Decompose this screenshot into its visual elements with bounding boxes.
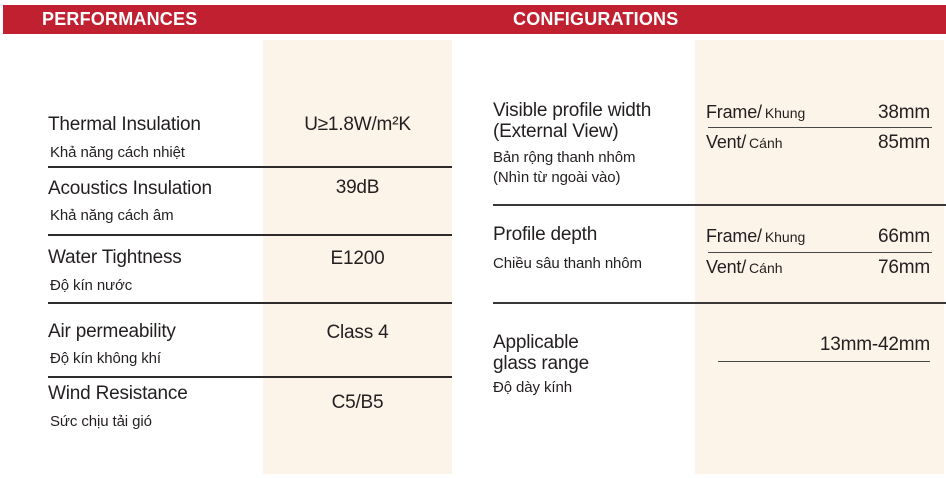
- row-value: 38mm: [878, 102, 930, 123]
- performance-label-acoustics: Acoustics Insulation: [48, 178, 212, 199]
- section-divider: [493, 204, 946, 206]
- header-bar: [3, 5, 946, 34]
- config-label-line1: Visible profile width: [493, 100, 652, 121]
- row-value: 85mm: [878, 132, 930, 153]
- config-row-frame-depth: [706, 226, 930, 248]
- row-key-en: Vent/: [706, 132, 747, 152]
- row-key: [706, 102, 805, 123]
- config-label-profile-width: [493, 100, 651, 142]
- config-value-glass-range: 13mm-42mm: [819, 334, 930, 355]
- sub-row-divider: [708, 127, 932, 128]
- performance-value-acoustics: 39dB: [335, 177, 380, 198]
- row-key-vi: Khung: [764, 105, 806, 121]
- config-sublabel-profile-width: [493, 148, 635, 188]
- config-row-frame-width: [706, 102, 930, 124]
- config-sublabel-line1: Bản rộng thanh nhôm: [493, 149, 636, 166]
- config-label-line1: Applicable: [493, 332, 579, 353]
- performance-sublabel-water: Độ kín nước: [50, 277, 133, 294]
- row-key: [706, 226, 805, 247]
- performance-sublabel-air: Độ kín không khí: [50, 350, 161, 367]
- config-label-line2: (External View): [493, 121, 619, 142]
- config-label-line2: glass range: [493, 353, 590, 374]
- performance-label-air: Air permeability: [48, 321, 176, 342]
- performance-label-wind: Wind Resistance: [48, 383, 188, 404]
- performances-header-title: PERFORMANCES: [42, 9, 198, 29]
- row-key-vi: Khung: [764, 229, 806, 245]
- config-row-vent-width: [706, 132, 930, 154]
- row-key: [706, 257, 783, 278]
- section-divider: [493, 302, 946, 304]
- config-row-vent-depth: [706, 257, 930, 279]
- config-label-glass-range: [493, 332, 589, 374]
- config-label-line1: Profile depth: [493, 224, 598, 245]
- value-underline: [718, 361, 930, 362]
- performance-value-wind: C5/B5: [331, 392, 384, 413]
- performance-sublabel-thermal: Khả năng cách nhiệt: [50, 144, 185, 161]
- row-value: 76mm: [878, 257, 930, 278]
- configurations-header-title: CONFIGURATIONS: [513, 9, 679, 29]
- config-sublabel-line1: Chiều sâu thanh nhôm: [493, 255, 642, 272]
- sub-row-divider: [708, 252, 932, 253]
- row-key-en: Frame/: [706, 226, 762, 246]
- row-key-vi: Cánh: [749, 135, 783, 151]
- config-label-profile-depth: [493, 224, 597, 245]
- performance-sublabel-wind: Sức chịu tải gió: [50, 413, 152, 430]
- row-key-vi: Cánh: [749, 260, 783, 276]
- row-divider: [48, 166, 452, 168]
- row-divider: [48, 302, 452, 304]
- performance-value-water: E1200: [330, 248, 385, 269]
- performance-sublabel-acoustics: Khả năng cách âm: [50, 207, 174, 224]
- row-key-en: Vent/: [706, 257, 747, 277]
- config-sublabel-glass-range: [493, 378, 572, 398]
- performance-value-thermal: U≥1.8W/m²K: [304, 114, 411, 135]
- row-divider: [48, 376, 452, 378]
- config-sublabel-line2: (Nhìn từ ngoài vào): [493, 169, 621, 186]
- config-sublabel-profile-depth: [493, 254, 642, 274]
- row-divider: [48, 234, 452, 236]
- config-sublabel-line1: Độ dày kính: [493, 379, 572, 396]
- performance-label-water: Water Tightness: [48, 247, 182, 268]
- performance-value-air: Class 4: [326, 322, 389, 343]
- row-value: 66mm: [878, 226, 930, 247]
- performance-label-thermal: Thermal Insulation: [48, 114, 201, 135]
- row-key: [706, 132, 783, 153]
- row-key-en: Frame/: [706, 102, 762, 122]
